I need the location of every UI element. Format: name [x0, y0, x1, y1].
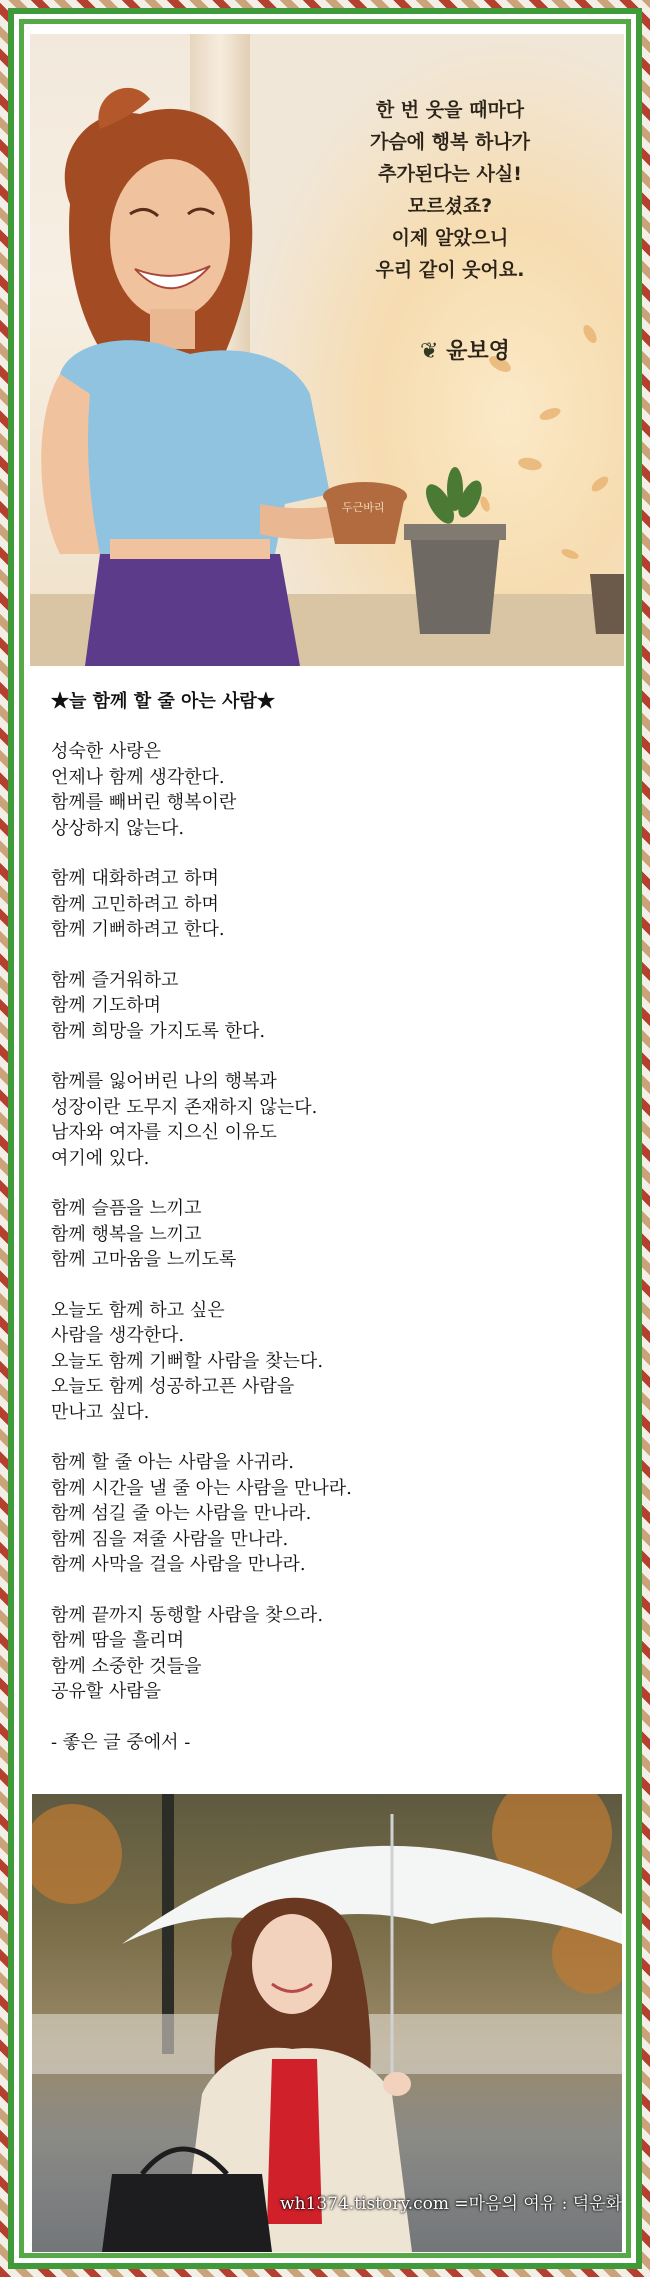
- poem-line: 함께 대화하려고 하며: [51, 868, 219, 889]
- poem-line: 오늘도 함께 성공하고픈 사람을: [51, 1376, 295, 1397]
- quote-line: 추가된다는 사실!: [378, 163, 522, 185]
- signature: [420, 334, 510, 365]
- quote-line: 우리 같이 웃어요.: [375, 259, 525, 281]
- poem-line: 상상하지 않는다.: [51, 817, 185, 839]
- poem-line: 함께 기도하며: [51, 995, 162, 1016]
- quote-line: 가슴에 행복 하나가: [369, 131, 531, 153]
- stanza: [51, 1298, 611, 1426]
- poem-line: 함께 슬픔을 느끼고: [51, 1198, 202, 1219]
- poem-line: 남자와 여자를 지으신 이유도: [51, 1122, 277, 1143]
- poem-line: 함께 섬길 줄 아는 사람을 만나라.: [51, 1503, 312, 1524]
- poem-line: 함께 시간을 낼 줄 아는 사람을 만나라.: [51, 1477, 352, 1499]
- poem-line: 함께 사막을 걸을 사람을 만나라.: [51, 1554, 306, 1575]
- poem: [51, 689, 611, 1756]
- poem-line: 공유할 사람을: [51, 1681, 162, 1702]
- poem-line: 함께 끝까지 동행할 사람을 찾으라.: [51, 1604, 324, 1626]
- poem-line: 오늘도 함께 기뻐할 사람을 찾는다.: [51, 1350, 324, 1372]
- poem-line: 성숙한 사랑은: [51, 741, 162, 762]
- poem-line: 사람을 생각한다.: [51, 1325, 185, 1346]
- stanza: [51, 1069, 611, 1171]
- poem-line: 함께 땀을 흘리며: [51, 1630, 185, 1651]
- quote-text: [300, 94, 600, 286]
- smiling-woman-illustration: [30, 34, 624, 666]
- poem-line: 언제나 함께 생각한다.: [51, 766, 225, 788]
- stanza: [51, 1196, 611, 1273]
- leaf-icon: ❦: [420, 339, 439, 364]
- poem-line: 함께 희망을 가지도록 한다.: [51, 1020, 266, 1042]
- poem-line: 함께 기뻐하려고 한다.: [51, 919, 225, 940]
- poem-source: - 좋은 글 중에서 -: [51, 1731, 191, 1753]
- poem-line: 만나고 싶다.: [51, 1401, 150, 1423]
- content-area: [24, 24, 626, 2253]
- stanza: [51, 866, 611, 943]
- poem-line: 함께 행복을 느끼고: [51, 1223, 202, 1245]
- poem-title: ★늘 함께 할 줄 아는 사람★: [51, 691, 275, 712]
- poem-line: 함께를 빼버린 행복이란: [51, 792, 237, 813]
- woman-with-umbrella-photo: [32, 1794, 622, 2252]
- stanza: [51, 968, 611, 1045]
- poem-line: 성장이란 도무지 존재하지 않는다.: [51, 1096, 318, 1118]
- umbrella-scene: [32, 1794, 622, 2252]
- blog-footer: wh1374.tistory.com =마음의 여유 : 덕운화: [280, 2194, 622, 2214]
- poem-line: 함께 즐거워하고: [51, 969, 179, 991]
- quote-line: 이제 알았으니: [391, 227, 509, 249]
- cup-label: 두근바리: [342, 501, 385, 514]
- poem-line: 함께 짐을 져줄 사람을 만나라.: [51, 1528, 289, 1550]
- poem-line: 함께 소중한 것들을: [51, 1655, 202, 1677]
- stanza: [51, 1450, 611, 1578]
- poem-line: 여기에 있다.: [51, 1147, 150, 1169]
- quote-line: 한 번 웃을 때마다: [375, 99, 525, 121]
- signature-text: 윤보영: [446, 339, 510, 364]
- quote-line: 모르셨죠?: [407, 195, 493, 217]
- poem-line: 오늘도 함께 하고 싶은: [51, 1299, 225, 1321]
- poem-line: 함께 고마움을 느끼도록: [51, 1249, 237, 1270]
- poem-line: 함께 고민하려고 하며: [51, 893, 219, 915]
- stanza: [51, 1603, 611, 1705]
- poem-line: 함께 할 줄 아는 사람을 사귀라.: [51, 1452, 294, 1473]
- poem-line: 함께를 잃어버린 나의 행복과: [51, 1071, 277, 1092]
- stanza: [51, 739, 611, 841]
